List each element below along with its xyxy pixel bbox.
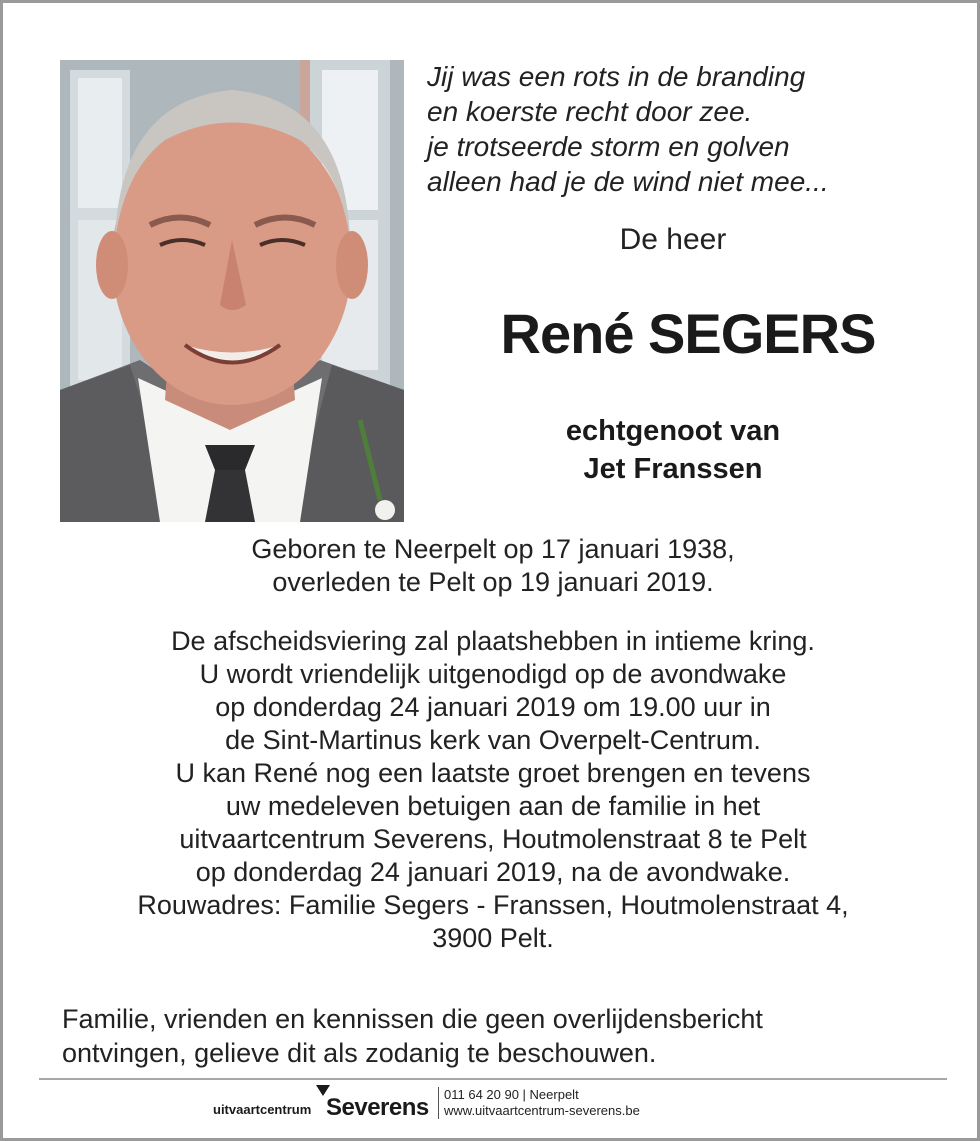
detail-line: 3900 Pelt.: [432, 923, 554, 953]
closing-line: ontvingen, gelieve dit als zodanig te beschouwen.: [62, 1038, 657, 1068]
spouse-block: [483, 412, 863, 488]
detail-line: op donderdag 24 januari 2019, na de avondwake.: [195, 857, 791, 887]
portrait-photo: [60, 60, 404, 522]
website-link[interactable]: www.uitvaartcentrum-severens.be: [444, 1103, 640, 1118]
funeral-home-footer: [213, 1083, 773, 1123]
footer-divider-line: [39, 1078, 947, 1080]
detail-line: De afscheidsviering zal plaatshebben in intieme kring.: [171, 626, 815, 656]
detail-line: U kan René nog een laatste groet brengen en tevens: [175, 758, 811, 788]
brand-name: Severens: [326, 1094, 429, 1121]
phone-location: 011 64 20 90 | Neerpelt: [444, 1087, 579, 1102]
spouse-name: Jet Franssen: [583, 453, 763, 485]
detail-line: U wordt vriendelijk uitgenodigd op de avondwake: [199, 659, 787, 689]
detail-line: uitvaartcentrum Severens, Houtmolenstraat 8 te Pelt: [179, 824, 807, 854]
poem: [427, 59, 927, 199]
poem-line: alleen had je de wind niet mee...: [427, 166, 829, 197]
closing-note: [62, 1002, 942, 1070]
poem-line: en koerste recht door zee.: [427, 96, 753, 127]
date-line: overleden te Pelt op 19 januari 2019.: [272, 567, 714, 597]
salutation: De heer: [619, 223, 727, 256]
poem-line: Jij was een rots in de branding: [427, 61, 806, 92]
contact-info: [444, 1087, 640, 1119]
closing-line: Familie, vrienden en kennissen die geen overlijdensbericht: [62, 1004, 763, 1034]
birth-death-dates: [33, 533, 953, 599]
relation-label: echtgenoot van: [565, 415, 781, 447]
brand-prefix: uitvaartcentrum: [213, 1102, 312, 1117]
deceased-name: René SEGERS: [500, 302, 876, 365]
date-line: Geboren te Neerpelt op 17 januari 1938,: [251, 534, 735, 564]
detail-line: Rouwadres: Familie Segers - Franssen, Houtmolenstraat 4,: [137, 890, 849, 920]
detail-line: op donderdag 24 januari 2019 om 19.00 uur in: [215, 692, 771, 722]
ceremony-details: [33, 625, 953, 955]
poem-line: je trotseerde storm en golven: [427, 131, 790, 162]
footer-separator: [438, 1087, 439, 1119]
detail-line: de Sint-Martinus kerk van Overpelt-Centrum.: [225, 725, 761, 755]
detail-line: uw medeleven betuigen aan de familie in het: [225, 791, 761, 821]
